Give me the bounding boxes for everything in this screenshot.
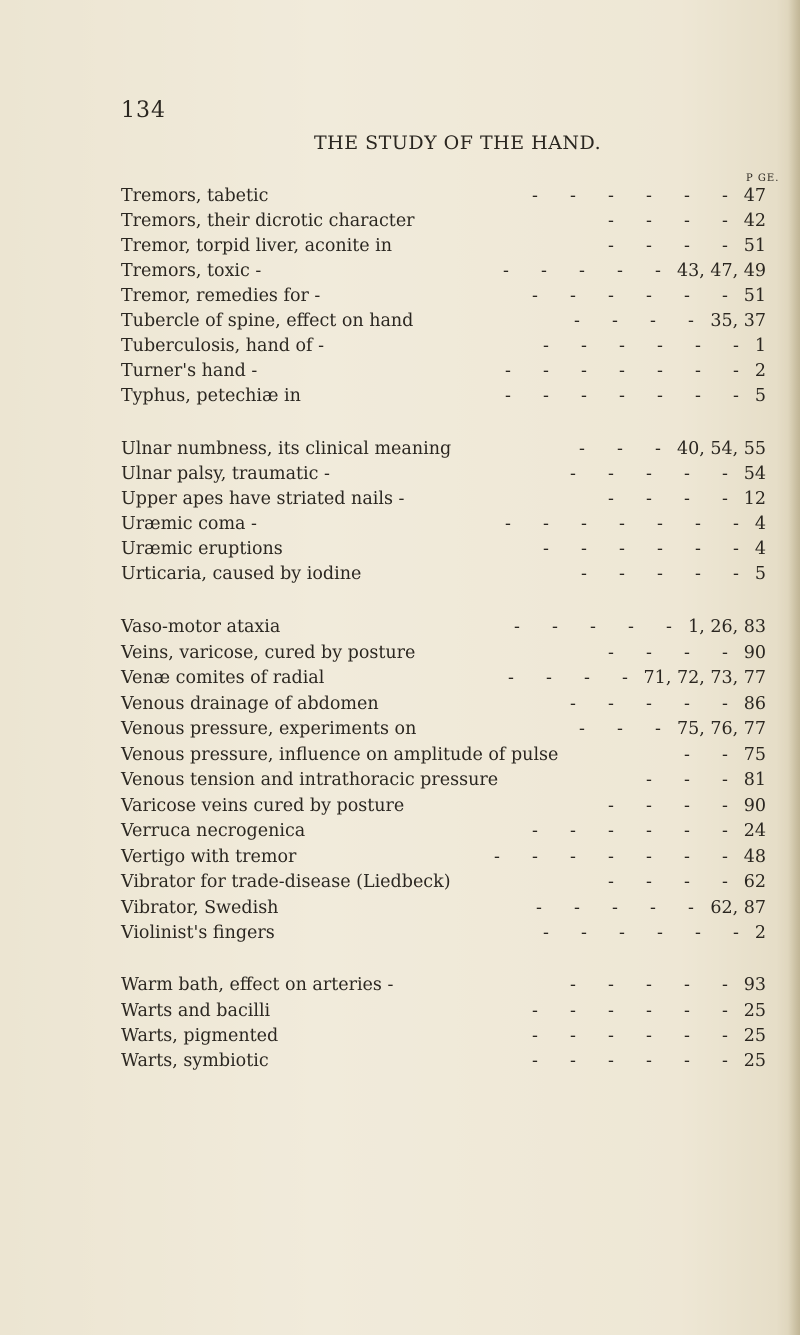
- leader-dash: -: [503, 261, 509, 281]
- leader-dash: -: [655, 439, 661, 459]
- index-entry: [0, 794, 800, 818]
- index-entry: [0, 641, 800, 665]
- index-entry: [0, 666, 800, 690]
- index-entry: [0, 259, 800, 283]
- leader-dash: -: [733, 514, 739, 534]
- leader-dash: -: [584, 668, 590, 688]
- leader-dash: -: [570, 847, 576, 867]
- index-entry: [0, 615, 800, 639]
- leader-dash: -: [722, 286, 728, 306]
- leader-dash: -: [581, 564, 587, 584]
- leader-dash: -: [646, 1051, 652, 1071]
- leader-dash: -: [684, 847, 690, 867]
- leader-dash: -: [666, 617, 672, 637]
- leader-dash: -: [695, 923, 701, 943]
- leader-dash: -: [570, 694, 576, 714]
- leader-dash: -: [695, 361, 701, 381]
- leader-dash: -: [722, 1051, 728, 1071]
- leader-dash: -: [684, 1026, 690, 1046]
- index-entry-label: Turner's hand -: [121, 361, 258, 381]
- leader-dash: -: [646, 796, 652, 816]
- index-entry: [0, 717, 800, 741]
- index-entry-pages: 4: [754, 539, 766, 559]
- index-entry: [0, 462, 800, 486]
- index-entry-pages: 86: [743, 694, 766, 714]
- index-entry-label: Typhus, petechiæ in: [121, 386, 301, 406]
- leader-dash: -: [646, 211, 652, 231]
- leader-dash: -: [733, 539, 739, 559]
- index-entry-pages: 5: [754, 386, 766, 406]
- leader-dash: -: [543, 539, 549, 559]
- index-entry-label: Vaso-motor ataxia: [121, 617, 281, 637]
- leader-dash: -: [581, 923, 587, 943]
- leader-dash: -: [532, 1051, 538, 1071]
- leader-dash: -: [722, 211, 728, 231]
- index-entry-label: Venæ comites of radial: [121, 668, 325, 688]
- leader-dash: -: [722, 236, 728, 256]
- index-entry-label: Tremors, toxic -: [121, 261, 262, 281]
- index-entry-label: Tuberculosis, hand of -: [121, 336, 324, 356]
- leader-dash: -: [695, 386, 701, 406]
- leader-dash: -: [619, 386, 625, 406]
- leader-dash: -: [695, 539, 701, 559]
- index-entry: [0, 334, 800, 358]
- leader-dash: -: [695, 564, 701, 584]
- leader-dash: -: [619, 514, 625, 534]
- leader-dash: -: [508, 668, 514, 688]
- leader-dash: -: [722, 770, 728, 790]
- leader-dash: -: [608, 286, 614, 306]
- index-entry-pages: 90: [743, 796, 766, 816]
- leader-dash: -: [543, 923, 549, 943]
- leader-dash: -: [570, 286, 576, 306]
- leader-dash: -: [579, 719, 585, 739]
- index-entry: [0, 309, 800, 333]
- index-entry-pages: 25: [743, 1026, 766, 1046]
- leader-dash: -: [570, 975, 576, 995]
- leader-dash: -: [608, 796, 614, 816]
- leader-dash: -: [505, 514, 511, 534]
- index-entry-label: Tremors, tabetic: [121, 186, 269, 206]
- index-entry-pages: 25: [743, 1001, 766, 1021]
- leader-dash: -: [646, 489, 652, 509]
- index-entry-pages: 35, 37: [710, 311, 766, 331]
- leader-dash: -: [536, 898, 542, 918]
- leader-dash: -: [581, 386, 587, 406]
- index-entry-label: Vertigo with tremor: [121, 847, 297, 867]
- index-entry-label: Verruca necrogenica: [121, 821, 306, 841]
- index-entry-pages: 1, 26, 83: [688, 617, 766, 637]
- leader-dash: -: [684, 745, 690, 765]
- leader-dash: -: [684, 796, 690, 816]
- leader-dash: -: [612, 311, 618, 331]
- index-entry-label: Vibrator for trade-disease (Liedbeck): [121, 872, 451, 892]
- index-entry-label: Varicose veins cured by posture: [121, 796, 405, 816]
- leader-dash: -: [657, 514, 663, 534]
- index-entry-label: Urticaria, caused by iodine: [121, 564, 362, 584]
- index-entry-label: Tremor, remedies for -: [121, 286, 321, 306]
- leader-dash: -: [581, 539, 587, 559]
- index-entry-pages: 25: [743, 1051, 766, 1071]
- leader-dash: -: [619, 336, 625, 356]
- index-entry-label: Uræmic eruptions: [121, 539, 283, 559]
- leader-dash: -: [546, 668, 552, 688]
- index-entry-label: Warts, symbiotic: [121, 1051, 269, 1071]
- index-entry: [0, 234, 800, 258]
- leader-dash: -: [646, 1001, 652, 1021]
- leader-dash: -: [695, 336, 701, 356]
- leader-dash: -: [646, 872, 652, 892]
- index-entry-pages: 47: [743, 186, 766, 206]
- leader-dash: -: [570, 464, 576, 484]
- index-entry-label: Upper apes have striated nails -: [121, 489, 405, 509]
- leader-dash: -: [722, 745, 728, 765]
- index-entry-label: Veins, varicose, cured by posture: [121, 643, 416, 663]
- leader-dash: -: [532, 1026, 538, 1046]
- index-entry: [0, 284, 800, 308]
- leader-dash: -: [574, 898, 580, 918]
- index-entry-pages: 62: [743, 872, 766, 892]
- leader-dash: -: [655, 261, 661, 281]
- leader-dash: -: [608, 975, 614, 995]
- leader-dash: -: [684, 186, 690, 206]
- leader-dash: -: [532, 847, 538, 867]
- leader-dash: -: [684, 464, 690, 484]
- leader-dash: -: [684, 286, 690, 306]
- index-entry: [0, 768, 800, 792]
- index-entry-pages: 51: [743, 236, 766, 256]
- leader-dash: -: [657, 539, 663, 559]
- leader-dash: -: [722, 464, 728, 484]
- index-entry-pages: 42: [743, 211, 766, 231]
- index-entry-pages: 81: [743, 770, 766, 790]
- leader-dash: -: [543, 336, 549, 356]
- index-entry-pages: 1: [754, 336, 766, 356]
- leader-dash: -: [532, 1001, 538, 1021]
- index-entry: [0, 692, 800, 716]
- index-entry: [0, 870, 800, 894]
- index-entry: [0, 384, 800, 408]
- index-entry: [0, 896, 800, 920]
- index-entry-pages: 90: [743, 643, 766, 663]
- index-entry-pages: 51: [743, 286, 766, 306]
- page-number: 134: [121, 98, 166, 123]
- leader-dash: -: [608, 211, 614, 231]
- leader-dash: -: [650, 311, 656, 331]
- leader-dash: -: [581, 514, 587, 534]
- leader-dash: -: [612, 898, 618, 918]
- leader-dash: -: [619, 564, 625, 584]
- leader-dash: -: [655, 719, 661, 739]
- leader-dash: -: [590, 617, 596, 637]
- index-entry-label: Ulnar palsy, traumatic -: [121, 464, 330, 484]
- leader-dash: -: [646, 694, 652, 714]
- leader-dash: -: [622, 668, 628, 688]
- index-entry-label: Tremors, their dicrotic character: [121, 211, 415, 231]
- leader-dash: -: [733, 564, 739, 584]
- index-entry: [0, 973, 800, 997]
- leader-dash: -: [646, 464, 652, 484]
- leader-dash: -: [608, 821, 614, 841]
- leader-dash: -: [646, 286, 652, 306]
- leader-dash: -: [733, 386, 739, 406]
- index-entry: [0, 209, 800, 233]
- leader-dash: -: [619, 539, 625, 559]
- leader-dash: -: [608, 236, 614, 256]
- index-entry: [0, 1049, 800, 1073]
- index-entry: [0, 562, 800, 586]
- index-entry-pages: 5: [754, 564, 766, 584]
- index-entry-label: Violinist's fingers: [121, 923, 275, 943]
- leader-dash: -: [657, 336, 663, 356]
- index-entry-pages: 4: [754, 514, 766, 534]
- index-entry-label: Venous tension and intrathoracic pressure: [121, 770, 499, 790]
- leader-dash: -: [570, 1026, 576, 1046]
- leader-dash: -: [608, 489, 614, 509]
- leader-dash: -: [684, 1001, 690, 1021]
- leader-dash: -: [646, 847, 652, 867]
- index-entry-label: Vibrator, Swedish: [121, 898, 279, 918]
- leader-dash: -: [574, 311, 580, 331]
- leader-dash: -: [619, 923, 625, 943]
- leader-dash: -: [684, 770, 690, 790]
- leader-dash: -: [646, 821, 652, 841]
- leader-dash: -: [695, 514, 701, 534]
- leader-dash: -: [657, 923, 663, 943]
- leader-dash: -: [733, 361, 739, 381]
- index-entry-label: Venous pressure, experiments on: [121, 719, 417, 739]
- leader-dash: -: [570, 821, 576, 841]
- leader-dash: -: [617, 439, 623, 459]
- leader-dash: -: [570, 1051, 576, 1071]
- index-entry-pages: 75: [743, 745, 766, 765]
- leader-dash: -: [688, 898, 694, 918]
- leader-dash: -: [657, 361, 663, 381]
- index-entry-pages: 48: [743, 847, 766, 867]
- leader-dash: -: [505, 386, 511, 406]
- leader-dash: -: [722, 643, 728, 663]
- leader-dash: -: [688, 311, 694, 331]
- leader-dash: -: [733, 336, 739, 356]
- index-entry-pages: 2: [754, 361, 766, 381]
- index-entry-pages: 40, 54, 55: [676, 439, 766, 459]
- running-head: THE STUDY OF THE HAND.: [314, 132, 602, 154]
- leader-dash: -: [684, 211, 690, 231]
- index-entry: [0, 1024, 800, 1048]
- index-entry-pages: 12: [743, 489, 766, 509]
- leader-dash: -: [684, 975, 690, 995]
- index-entry-label: Warm bath, effect on arteries -: [121, 975, 394, 995]
- index-entry: [0, 184, 800, 208]
- index-entry: [0, 743, 800, 767]
- leader-dash: -: [532, 821, 538, 841]
- index-entry: [0, 999, 800, 1023]
- index-entry: [0, 819, 800, 843]
- leader-dash: -: [684, 694, 690, 714]
- leader-dash: -: [608, 1051, 614, 1071]
- index-entry-label: Uræmic coma -: [121, 514, 257, 534]
- leader-dash: -: [733, 923, 739, 943]
- index-entry-label: Warts, pigmented: [121, 1026, 279, 1046]
- leader-dash: -: [532, 286, 538, 306]
- index-entry-pages: 43, 47, 49: [676, 261, 766, 281]
- leader-dash: -: [617, 261, 623, 281]
- leader-dash: -: [543, 361, 549, 381]
- leader-dash: -: [514, 617, 520, 637]
- leader-dash: -: [570, 186, 576, 206]
- leader-dash: -: [494, 847, 500, 867]
- leader-dash: -: [684, 821, 690, 841]
- leader-dash: -: [608, 1026, 614, 1046]
- index-entry: [0, 845, 800, 869]
- leader-dash: -: [722, 489, 728, 509]
- index-entry-label: Warts and bacilli: [121, 1001, 271, 1021]
- leader-dash: -: [617, 719, 623, 739]
- leader-dash: -: [657, 564, 663, 584]
- leader-dash: -: [684, 643, 690, 663]
- leader-dash: -: [608, 694, 614, 714]
- leader-dash: -: [608, 186, 614, 206]
- index-entry-pages: 71, 72, 73, 77: [643, 668, 766, 688]
- index-entry-label: Ulnar numbness, its clinical meaning: [121, 439, 452, 459]
- leader-dash: -: [581, 336, 587, 356]
- leader-dash: -: [684, 236, 690, 256]
- leader-dash: -: [650, 898, 656, 918]
- leader-dash: -: [543, 514, 549, 534]
- index-entry: [0, 512, 800, 536]
- index-entry: [0, 487, 800, 511]
- leader-dash: -: [532, 186, 538, 206]
- leader-dash: -: [570, 1001, 576, 1021]
- leader-dash: -: [646, 236, 652, 256]
- leader-dash: -: [608, 464, 614, 484]
- leader-dash: -: [722, 847, 728, 867]
- leader-dash: -: [722, 1026, 728, 1046]
- leader-dash: -: [722, 975, 728, 995]
- leader-dash: -: [684, 872, 690, 892]
- index-entry: [0, 437, 800, 461]
- leader-dash: -: [722, 1001, 728, 1021]
- index-entry-pages: 75, 76, 77: [676, 719, 766, 739]
- leader-dash: -: [646, 770, 652, 790]
- leader-dash: -: [722, 796, 728, 816]
- leader-dash: -: [543, 386, 549, 406]
- index-entry: [0, 537, 800, 561]
- leader-dash: -: [684, 1051, 690, 1071]
- index-entry-pages: 2: [754, 923, 766, 943]
- leader-dash: -: [552, 617, 558, 637]
- leader-dash: -: [646, 975, 652, 995]
- leader-dash: -: [722, 694, 728, 714]
- index-entry-label: Tubercle of spine, effect on hand: [121, 311, 414, 331]
- index-entry: [0, 359, 800, 383]
- leader-dash: -: [722, 872, 728, 892]
- leader-dash: -: [619, 361, 625, 381]
- index-entry-label: Tremor, torpid liver, aconite in: [121, 236, 393, 256]
- leader-dash: -: [722, 186, 728, 206]
- leader-dash: -: [579, 439, 585, 459]
- index-entry-pages: 93: [743, 975, 766, 995]
- leader-dash: -: [581, 361, 587, 381]
- leader-dash: -: [657, 386, 663, 406]
- index-entry-pages: 24: [743, 821, 766, 841]
- leader-dash: -: [541, 261, 547, 281]
- index-entry-pages: 62, 87: [710, 898, 766, 918]
- leader-dash: -: [646, 643, 652, 663]
- leader-dash: -: [628, 617, 634, 637]
- index-entry: [0, 921, 800, 945]
- leader-dash: -: [608, 1001, 614, 1021]
- index-entry-pages: 54: [743, 464, 766, 484]
- leader-dash: -: [646, 1026, 652, 1046]
- leader-dash: -: [722, 821, 728, 841]
- index-entry-label: Venous drainage of abdomen: [121, 694, 379, 714]
- leader-dash: -: [608, 872, 614, 892]
- index-entry-label: Venous pressure, influence on amplitude of pulse: [121, 745, 559, 765]
- leader-dash: -: [646, 186, 652, 206]
- leader-dash: -: [608, 847, 614, 867]
- leader-dash: -: [684, 489, 690, 509]
- leader-dash: -: [505, 361, 511, 381]
- leader-dash: -: [579, 261, 585, 281]
- leader-dash: -: [608, 643, 614, 663]
- page-column-label: P GE.: [746, 173, 780, 184]
